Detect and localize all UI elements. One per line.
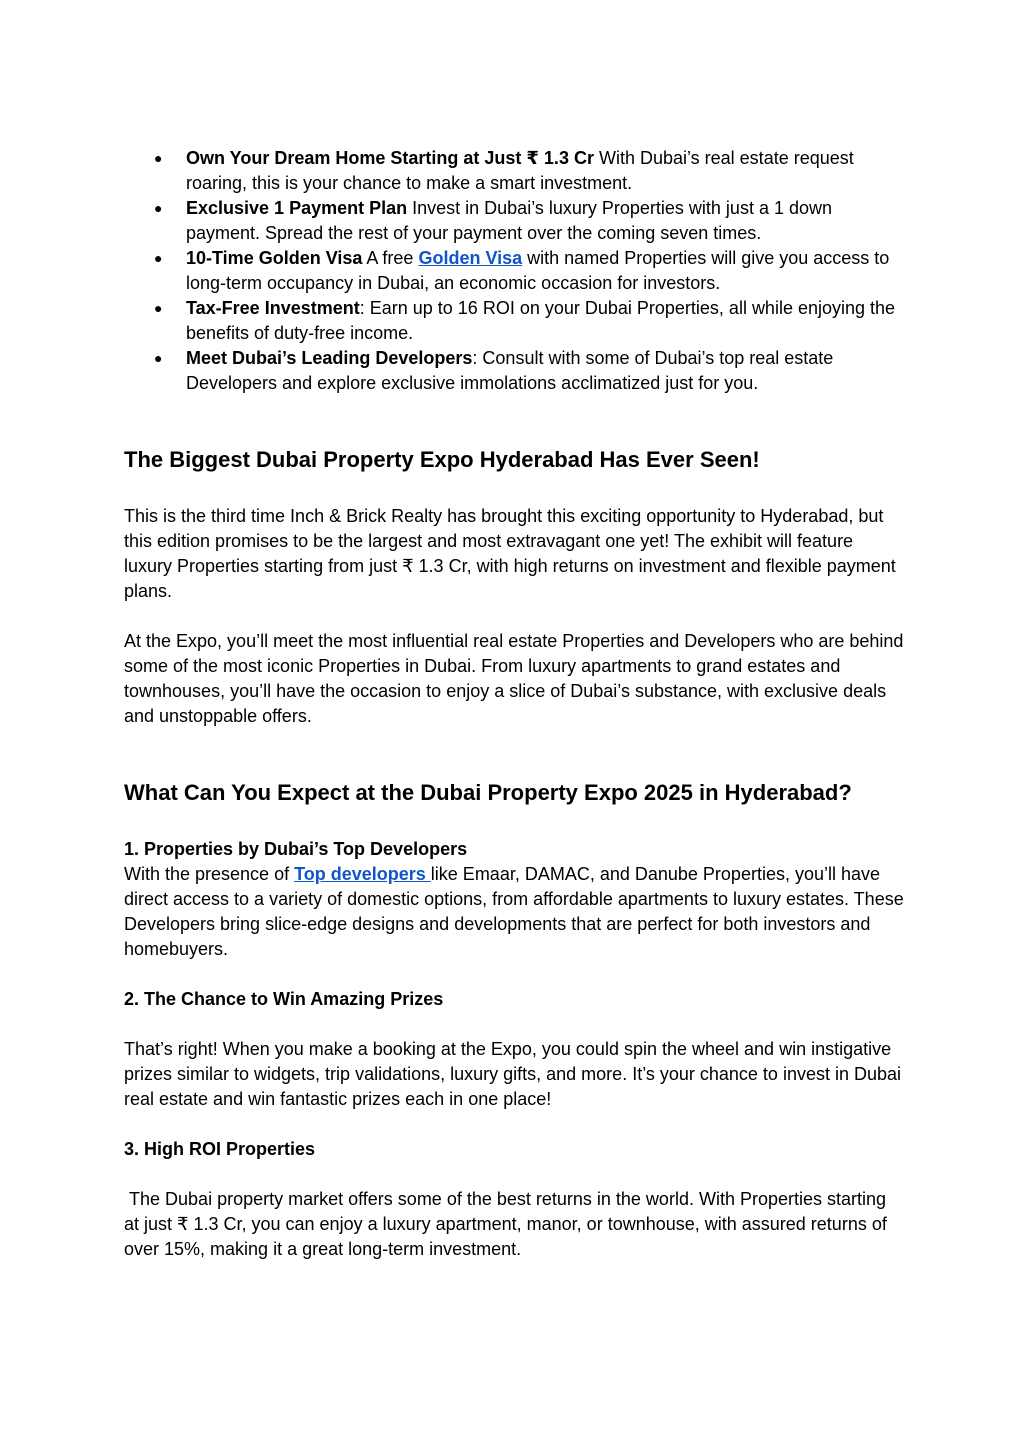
feature-bullet-list <box>124 146 904 396</box>
expect-item-1-pre: With the presence of <box>124 864 295 884</box>
bullet-item <box>124 346 904 396</box>
paragraph-third-time: This is the third time Inch & Brick Realty has brought this exciting opportunity to Hyderabad, but this edition promises to be the largest and most extravagant one yet! The exhibit will feature luxury Properties starting from just ₹ 1.3 Cr, with high returns on investment and flexible payment plans. <box>124 506 896 601</box>
bullet-title: 10-Time Golden Visa <box>186 248 363 268</box>
bullet-item <box>124 296 904 346</box>
bullet-dot-icon: ● <box>154 350 163 366</box>
bullet-title: Own Your Dream Home Starting at Just ₹ 1.3 Cr <box>186 148 594 168</box>
bullet-text: with named Properties will give you access to long-term occupancy in Dubai, an economic occasion for investors. <box>186 248 890 293</box>
expect-item-2-title <box>124 987 904 1012</box>
document-page <box>124 146 904 1262</box>
expect-item-2-text: That’s right! When you make a booking at the Expo, you could spin the wheel and win instigative prizes similar to widgets, trip validations, luxury gifts, and more. It’s your chance to invest in Dubai real estate and win fantastic prizes each in one place! <box>124 1039 902 1109</box>
bullet-dot-icon: ● <box>154 150 163 166</box>
bullet-text-pre: A free <box>362 248 419 268</box>
top-developers-link[interactable]: Top developers <box>294 864 431 884</box>
bullet-text: With Dubai’s real estate request roaring, this is your chance to make a smart investment. <box>186 148 854 193</box>
bullet-dot-icon: ● <box>154 300 163 316</box>
expect-item-1-title: 1. Properties by Dubai’s Top Developers <box>124 839 468 859</box>
section-heading-biggest-expo: The Biggest Dubai Property Expo Hyderabad Has Ever Seen! <box>124 447 760 472</box>
section-heading-what-to-expect: What Can You Expect at the Dubai Property Expo 2025 in Hyderabad? <box>124 780 852 805</box>
paragraph-at-the-expo: At the Expo, you’ll meet the most influential real estate Properties and Developers who are behind some of the most iconic Properties in Dubai. From luxury apartments to grand estates and townhouses, you’ll have the occasion to enjoy a slice of Dubai’s substance, with exclusive deals and unstoppable offers. <box>124 631 904 726</box>
bullet-item <box>124 246 904 296</box>
bullet-title: Exclusive 1 Payment Plan <box>186 198 408 218</box>
bullet-text: : Earn up to 16 ROI on your Dubai Properties, all while enjoying the benefits of duty-free income. <box>186 298 896 343</box>
bullet-title: Tax-Free Investment <box>186 298 360 318</box>
bullet-dot-icon: ● <box>154 250 163 266</box>
golden-visa-link[interactable]: Golden Visa <box>418 248 523 268</box>
bullet-item <box>124 146 904 196</box>
expect-item-1 <box>124 837 904 962</box>
bullet-item <box>124 196 904 246</box>
bullet-text: Invest in Dubai’s luxury Properties with just a 1 down payment. Spread the rest of your payment over the coming seven times. <box>186 198 832 243</box>
expect-item-1-text: like Emaar, DAMAC, and Danube Properties, you’ll have direct access to a variety of domestic options, from affordable apartments to luxury estates. These Developers bring slice-edge designs and developments that are perfect for both investors and homebuyers. <box>124 864 904 959</box>
bullet-text: : Consult with some of Dubai’s top real estate Developers and explore exclusive immolations acclimatized just for you. <box>186 348 834 393</box>
bullet-title: Meet Dubai’s Leading Developers <box>186 348 473 368</box>
expect-item-2-title-text: 2. The Chance to Win Amazing Prizes <box>124 989 444 1009</box>
expect-item-3-title <box>124 1137 904 1162</box>
expect-item-3-title-text: 3. High ROI Properties <box>124 1139 316 1159</box>
expect-item-3-text: The Dubai property market offers some of the best returns in the world. With Properties starting at just ₹ 1.3 Cr, you can enjoy a luxury apartment, manor, or townhouse, with assured returns of over 15%, making it a great long-term investment. <box>124 1189 892 1259</box>
bullet-dot-icon: ● <box>154 200 163 216</box>
